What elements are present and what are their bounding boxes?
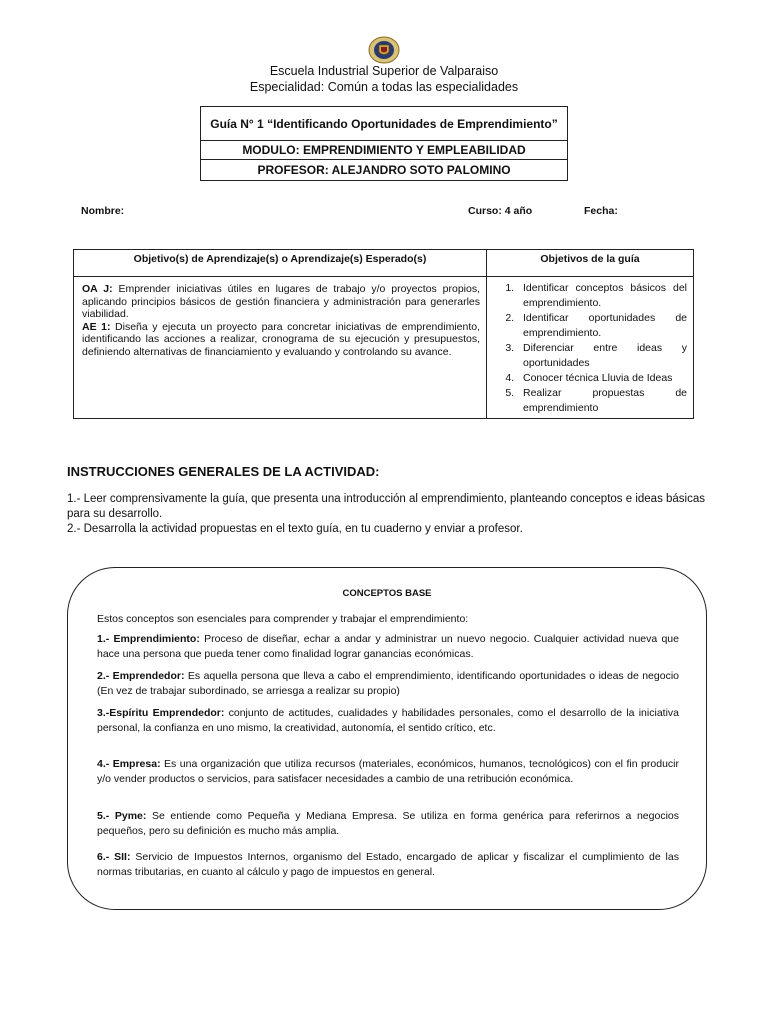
learning-objectives-cell (74, 277, 487, 419)
concept-term: 2.- Emprendedor: (97, 670, 185, 682)
school-name: Escuela Industrial Superior de Valparaiso (269, 64, 499, 78)
learning-objectives-header: Objetivo(s) de Aprendizaje(s) o Aprendizaje(s) Esperado(s) (74, 250, 487, 277)
objectives-table (73, 249, 694, 419)
oa-text: Emprender iniciativas útiles en lugares de trabajo y/o proyectos propios, aplicando principios básicos de gestión financiera y administración para generarles viabilidad. (82, 283, 481, 320)
concept-text: Se entiende como Pequeña y Mediana Empresa. Se utiliza en forma genérica para referirnos a negocios pequeños, pero su definición es mucho más amplia. (97, 810, 680, 837)
instruction-1: 1.- Leer comprensivamente la guía, que presenta una introducción al emprendimiento, planteando conceptos e ideas básicas para su desarrollo. (67, 493, 706, 520)
concept-text: conjunto de actitudes, cualidades y habilidades personales, como el desarrollo de la iniciativa personal, la confianza en uno mismo, la creatividad, autonomía, el sentido crítico, etc. (97, 707, 679, 734)
concept-term: 5.- Pyme: (97, 810, 147, 822)
concept-text: Proceso de diseñar, echar a andar y administrar un nuevo negocio. Cualquier actividad nueva que hace una persona que pueda tener como finalidad lograr ganancias económicas. (97, 633, 679, 660)
concepts-title: CONCEPTOS BASE (342, 588, 432, 599)
concept-item (97, 757, 679, 787)
concept-text: Es aquella persona que lleva a cabo el emprendimiento, identificando oportunidades o ideas de negocio (En vez de trabajar subordinado, se arriesga a realizar su propio) (97, 670, 679, 697)
guide-objectives-cell (487, 277, 694, 419)
list-item: 3. Diferenciar entre ideas y oportunidades (517, 341, 687, 371)
concept-item (97, 669, 679, 699)
concept-term: 6.- SII: (97, 851, 131, 863)
instructions-title: INSTRUCCIONES GENERALES DE LA ACTIVIDAD: (67, 464, 380, 479)
concept-item (97, 809, 679, 839)
ae-text: Diseña y ejecuta un proyecto para concretar iniciativas de emprendimiento, identificando las acciones a realizar, cronograma de su ejecución y presupuestos, definiendo alternativas de financiamiento y evaluando y controlando su avance. (82, 320, 480, 358)
list-item: 1. Identificar conceptos básicos del emprendimiento. (517, 281, 687, 311)
ae-label: AE 1: (82, 320, 111, 333)
name-label: Nombre: (81, 205, 125, 217)
guide-objectives-header: Objetivos de la guía (487, 250, 694, 277)
specialty: Especialidad: Común a todas las especialidades (249, 80, 519, 94)
instruction-2: 2.- Desarrolla la actividad propuestas en el texto guía, en tu cuaderno y enviar a profesor. (67, 523, 523, 535)
concept-term: 1.- Emprendimiento: (97, 633, 200, 645)
concepts-intro: Estos conceptos son esenciales para comprender y trabajar el emprendimiento: (97, 613, 469, 625)
oa-label: OA J: (82, 283, 113, 295)
teacher-name: PROFESOR: ALEJANDRO SOTO PALOMINO (201, 160, 568, 181)
concept-item (97, 850, 679, 880)
date-label: Fecha: (584, 205, 618, 217)
concept-text: Es una organización que utiliza recursos (materiales, económicos, humanos, tecnológicos) con el fin producir y/o vender productos o servicios, para satisfacer necesidades a cambio de una retribución económica. (97, 758, 679, 785)
school-crest-icon (368, 36, 400, 64)
guide-objectives-list (493, 281, 687, 416)
concept-item (97, 632, 679, 662)
concept-term: 4.- Empresa: (97, 758, 161, 770)
guide-title-box (200, 106, 568, 181)
course-label: Curso: 4 año (468, 205, 533, 217)
list-item: 4. Conocer técnica Lluvia de Ideas (517, 371, 687, 386)
list-item: 2. Identificar oportunidades de emprendimiento. (517, 311, 687, 341)
concept-item (97, 706, 679, 736)
concept-term: 3.-Espíritu Emprendedor: (97, 707, 225, 719)
module-name: MODULO: EMPRENDIMIENTO Y EMPLEABILIDAD (201, 141, 568, 160)
list-item: 5. Realizar propuestas de emprendimiento (517, 386, 687, 416)
concept-text: Servicio de Impuestos Internos, organismo del Estado, encargado de aplicar y fiscalizar el cumplimiento de las normas tributarias, en cuanto al cálculo y pago de impuestos en general. (97, 851, 679, 878)
guide-title: Guía N° 1 “Identificando Oportunidades de Emprendimiento” (201, 107, 568, 141)
